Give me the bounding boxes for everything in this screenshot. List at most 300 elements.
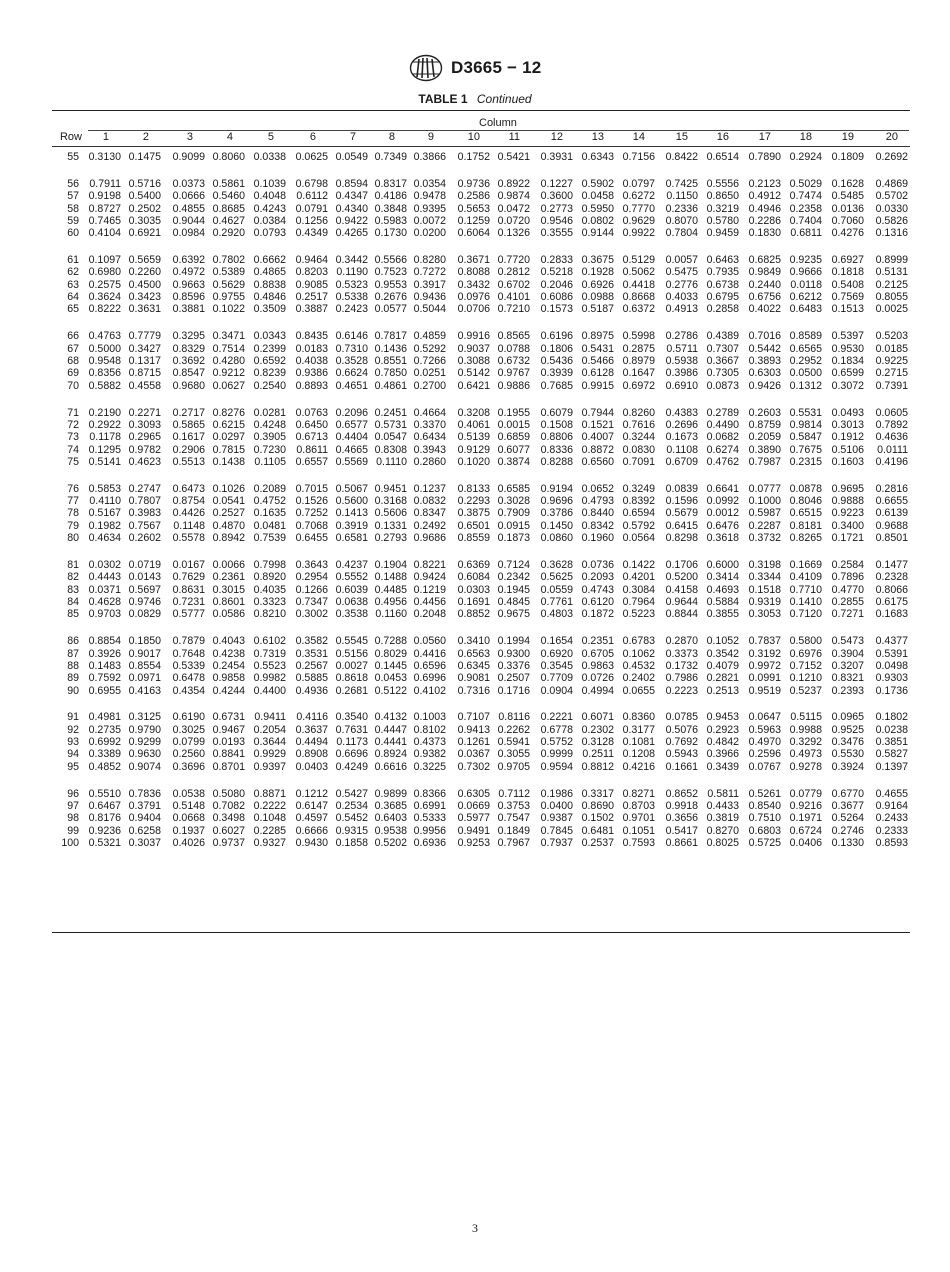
table-cell: 0.3037 (128, 836, 161, 849)
table-cell: 0.2567 (295, 659, 328, 672)
table-cell: 0.4416 (413, 647, 446, 660)
table-cell: 0.2715 (875, 367, 908, 380)
row-number: 86 (67, 635, 79, 648)
table-cell: 0.8046 (789, 495, 822, 508)
table-cell: 0.3002 (295, 608, 328, 621)
table-cell: 0.8565 (497, 330, 530, 343)
table-cell: 0.0991 (748, 672, 781, 685)
table-cell: 0.1683 (875, 608, 908, 621)
table-cell: 0.8203 (295, 266, 328, 279)
table-cell: 0.6027 (212, 824, 245, 837)
table-cell: 0.2260 (128, 266, 161, 279)
table-cell: 0.5780 (706, 214, 739, 227)
row-group (0, 254, 950, 316)
table-cell: 0.9999 (540, 748, 573, 761)
row-number: 57 (67, 190, 79, 203)
table-cell: 0.7156 (622, 151, 655, 163)
table-cell: 0.1210 (789, 672, 822, 685)
table-cell: 0.6483 (789, 303, 822, 316)
table-cell: 0.8685 (212, 202, 245, 215)
column-header: 15 (675, 131, 688, 143)
table-row (0, 724, 950, 736)
table-row (0, 203, 950, 215)
table-cell: 0.3498 (212, 812, 245, 825)
table-row (0, 483, 950, 495)
table-cell: 0.7271 (831, 608, 864, 621)
table-cell: 0.3624 (88, 291, 121, 304)
table-cell: 0.7347 (295, 595, 328, 608)
table-cell: 0.9686 (413, 532, 446, 545)
table-cell: 0.8594 (335, 177, 368, 190)
table-cell: 0.6467 (88, 799, 121, 812)
table-cell: 0.4494 (295, 736, 328, 749)
table-cell: 0.8392 (622, 495, 655, 508)
table-cell: 0.1397 (875, 760, 908, 773)
table-cell: 0.7987 (748, 455, 781, 468)
table-cell: 0.8920 (253, 571, 286, 584)
table-cell: 0.7231 (172, 595, 205, 608)
table-cell: 0.8611 (296, 443, 328, 456)
table-cell: 0.4770 (831, 583, 864, 596)
table-cell: 0.7692 (665, 736, 698, 749)
table-cell: 0.2333 (875, 824, 908, 837)
table-cell: 0.5943 (665, 748, 698, 761)
table-cell: 0.3692 (172, 354, 205, 367)
table-cell: 0.2816 (875, 482, 908, 495)
table-cell: 0.3125 (128, 711, 161, 724)
table-cell: 0.8551 (374, 354, 407, 367)
table-cell: 0.3875 (457, 507, 490, 520)
table-cell: 0.3476 (831, 736, 864, 749)
table-cell: 0.6972 (622, 379, 655, 392)
table-cell: 0.4743 (581, 583, 614, 596)
table-row (0, 571, 950, 583)
table-cell: 0.0647 (748, 711, 781, 724)
table-cell: 0.1026 (212, 482, 245, 495)
table-row (0, 635, 950, 647)
row-number: 89 (67, 672, 79, 685)
table-cell: 0.1317 (128, 354, 161, 367)
table-cell: 0.9404 (128, 812, 161, 825)
table-cell: 0.9235 (789, 254, 822, 267)
table-cell: 0.9074 (128, 760, 161, 773)
table-cell: 0.0500 (789, 367, 822, 380)
table-cell: 0.8999 (875, 254, 908, 267)
table-cell: 0.4102 (413, 684, 446, 697)
table-cell: 0.0976 (457, 291, 490, 304)
table-cell: 0.5731 (374, 418, 407, 431)
table-cell: 0.5941 (497, 736, 530, 749)
table-cell: 0.7152 (789, 659, 822, 672)
table-cell: 0.5777 (172, 608, 205, 621)
table-cell: 0.2342 (497, 571, 530, 584)
table-cell: 0.8066 (875, 583, 908, 596)
table-cell: 0.1647 (622, 367, 655, 380)
table-row (0, 685, 950, 697)
table-cell: 0.2924 (789, 151, 822, 163)
table-cell: 0.8221 (413, 558, 446, 571)
table-cell: 0.8618 (335, 672, 368, 685)
table-cell: 0.4033 (665, 291, 698, 304)
table-cell: 0.9675 (497, 608, 530, 621)
table-cell: 0.0873 (706, 379, 739, 392)
table-cell: 0.9680 (172, 379, 205, 392)
table-cell: 0.7307 (706, 342, 739, 355)
table-row (0, 711, 950, 723)
table-cell: 0.7648 (172, 647, 205, 660)
table-cell: 0.9223 (831, 507, 864, 520)
table-cell: 0.8025 (706, 836, 739, 849)
table-cell: 0.8366 (413, 787, 446, 800)
table-cell: 0.8210 (253, 608, 286, 621)
table-cell: 0.1000 (748, 495, 781, 508)
table-cell: 0.6732 (497, 354, 530, 367)
table-cell: 0.5156 (335, 647, 368, 660)
table-cell: 0.0338 (253, 151, 286, 163)
table-cell: 0.2789 (706, 406, 739, 419)
table-cell: 0.8271 (622, 787, 655, 800)
table-cell: 0.8102 (413, 723, 446, 736)
table-cell: 0.9790 (128, 723, 161, 736)
table-cell: 0.6778 (540, 723, 573, 736)
table-cell: 0.6910 (665, 379, 698, 392)
table-cell: 0.6434 (413, 431, 446, 444)
table-cell: 0.4265 (335, 227, 368, 240)
table-cell: 0.4636 (875, 431, 908, 444)
table-cell: 0.3028 (497, 495, 530, 508)
table-cell: 0.8924 (374, 748, 407, 761)
table-cell: 0.2223 (665, 684, 698, 697)
table-cell: 0.1526 (295, 495, 328, 508)
table-cell: 0.1330 (831, 836, 864, 849)
table-cell: 0.4665 (335, 443, 368, 456)
table-cell: 0.9194 (540, 482, 573, 495)
column-header: 13 (591, 131, 604, 143)
table-cell: 0.5323 (335, 278, 368, 291)
table-row (0, 672, 950, 684)
row-number: 65 (67, 303, 79, 316)
table-cell: 0.2440 (748, 278, 781, 291)
table-cell: 0.8589 (789, 330, 822, 343)
table-cell: 0.7252 (295, 507, 328, 520)
table-cell: 0.5000 (88, 342, 121, 355)
table-cell: 0.3600 (540, 190, 573, 203)
table-cell: 0.6258 (128, 824, 161, 837)
table-cell: 0.0027 (335, 659, 368, 672)
table-cell: 0.4377 (875, 635, 908, 648)
table-cell: 0.8908 (295, 748, 328, 761)
table-cell: 0.4852 (88, 760, 121, 773)
row-group (0, 151, 950, 163)
table-cell: 0.8554 (128, 659, 161, 672)
column-header: 19 (841, 131, 854, 143)
table-cell: 0.8854 (88, 635, 121, 648)
table-cell: 0.3410 (457, 635, 490, 648)
row-number: 92 (67, 723, 79, 736)
table-cell: 0.3249 (622, 482, 655, 495)
table-cell: 0.2451 (374, 406, 407, 419)
row-number: 88 (67, 659, 79, 672)
table-cell: 0.0111 (877, 443, 908, 456)
table-cell: 0.9327 (253, 836, 286, 849)
table-cell: 0.3198 (748, 558, 781, 571)
table-cell: 0.9216 (789, 799, 822, 812)
table-cell: 0.4532 (622, 659, 655, 672)
table-cell: 0.4869 (875, 177, 908, 190)
table-cell: 0.1706 (665, 558, 698, 571)
table-cell: 0.9144 (581, 227, 614, 240)
table-cell: 0.1150 (666, 190, 698, 203)
table-cell: 0.1912 (831, 431, 864, 444)
table-cell: 0.6481 (581, 824, 614, 837)
table-cell: 0.5629 (212, 278, 245, 291)
table-cell: 0.9663 (172, 278, 205, 291)
table-cell: 0.4627 (212, 214, 245, 227)
table-cell: 0.2596 (748, 748, 781, 761)
table-cell: 0.1573 (540, 303, 573, 316)
table-cell: 0.0788 (497, 342, 530, 355)
table-cell: 0.8975 (581, 330, 614, 343)
table-cell: 0.2855 (831, 595, 864, 608)
table-cell: 0.4956 (374, 595, 407, 608)
table-cell: 0.1110 (376, 455, 407, 468)
table-cell: 0.0577 (374, 303, 407, 316)
row-number: 90 (67, 684, 79, 697)
table-cell: 0.2527 (212, 507, 245, 520)
table-cell: 0.7911 (89, 177, 121, 190)
table-cell: 0.2351 (581, 635, 614, 648)
row-number: 91 (67, 711, 79, 724)
table-cell: 0.9467 (212, 723, 245, 736)
table-cell: 0.1488 (374, 571, 407, 584)
table-cell: 0.3528 (335, 354, 368, 367)
table-cell: 0.9814 (789, 418, 822, 431)
table-cell: 0.1331 (374, 519, 407, 532)
table-cell: 0.1020 (457, 455, 490, 468)
table-cell: 0.5417 (665, 824, 698, 837)
table-cell: 0.0185 (875, 342, 908, 355)
table-cell: 0.7998 (253, 558, 286, 571)
table-cell: 0.4038 (295, 354, 328, 367)
table-cell: 0.5148 (172, 799, 205, 812)
row-group (0, 788, 950, 850)
row-number: 81 (67, 558, 79, 571)
table-cell: 0.2096 (335, 406, 368, 419)
table-cell: 0.5545 (335, 635, 368, 648)
table-cell: 0.2692 (875, 151, 908, 163)
table-cell: 0.0988 (581, 291, 614, 304)
table-cell: 0.4861 (374, 379, 407, 392)
table-cell: 0.5187 (581, 303, 614, 316)
table-cell: 0.6139 (875, 507, 908, 520)
table-cell: 0.1802 (875, 711, 908, 724)
table-cell: 0.9225 (875, 354, 908, 367)
table-cell: 0.0802 (581, 214, 614, 227)
table-caption (0, 92, 950, 106)
table-cell: 0.5452 (335, 812, 368, 825)
table-cell: 0.0829 (128, 608, 161, 621)
table-cell: 0.3890 (748, 443, 781, 456)
table-cell: 0.3376 (497, 659, 530, 672)
table-cell: 0.8260 (622, 406, 655, 419)
table-cell: 0.7288 (374, 635, 407, 648)
table-cell: 0.8652 (665, 787, 698, 800)
table-cell: 0.4418 (622, 278, 655, 291)
table-cell: 0.3696 (172, 760, 205, 773)
table-cell: 0.9553 (374, 278, 407, 291)
table-cell: 0.1160 (375, 608, 407, 621)
table-cell: 0.1475 (128, 151, 161, 163)
table-cell: 0.6713 (295, 431, 328, 444)
table-cell: 0.8871 (253, 787, 286, 800)
table-cell: 0.7761 (540, 595, 573, 608)
table-cell: 0.1971 (789, 812, 822, 825)
table-cell: 0.4623 (128, 455, 161, 468)
table-cell: 0.1945 (497, 583, 530, 596)
table-cell: 0.6592 (253, 354, 286, 367)
table-cell: 0.4500 (128, 278, 161, 291)
table-cell: 0.1178 (89, 431, 121, 444)
table-cell: 0.4490 (706, 418, 739, 431)
table-cell: 0.9863 (581, 659, 614, 672)
table-cell: 0.6146 (335, 330, 368, 343)
table-cell: 0.6709 (665, 455, 698, 468)
table-cell: 0.7310 (335, 342, 368, 355)
table-cell: 0.1436 (374, 342, 407, 355)
table-cell: 0.4104 (88, 227, 121, 240)
table-cell: 0.5566 (374, 254, 407, 267)
table-cell: 0.7082 (212, 799, 245, 812)
table-cell: 0.5827 (875, 748, 908, 761)
table-cell: 0.1849 (497, 824, 530, 837)
table-row (0, 227, 950, 239)
table-cell: 0.9491 (457, 824, 490, 837)
table-cell: 0.2358 (789, 202, 822, 215)
table-cell: 0.3370 (413, 418, 446, 431)
table-cell: 0.9303 (875, 672, 908, 685)
table-cell: 0.5427 (335, 787, 368, 800)
table-cell: 0.1039 (253, 177, 286, 190)
table-cell: 0.6920 (540, 647, 573, 660)
table-cell: 0.4237 (335, 558, 368, 571)
table-cell: 0.7272 (413, 266, 446, 279)
table-cell: 0.3732 (748, 532, 781, 545)
table-cell: 0.9916 (457, 330, 490, 343)
table-cell: 0.8070 (665, 214, 698, 227)
table-cell: 0.7616 (622, 418, 655, 431)
table-cell: 0.0830 (622, 443, 655, 456)
table-cell: 0.7836 (128, 787, 161, 800)
table-cell: 0.4859 (413, 330, 446, 343)
row-number: 98 (67, 812, 79, 825)
table-cell: 0.1105 (254, 455, 286, 468)
table-cell: 0.9874 (497, 190, 530, 203)
table-cell: 0.3344 (748, 571, 781, 584)
table-cell: 0.9695 (831, 482, 864, 495)
table-cell: 0.6147 (295, 799, 328, 812)
table-cell: 0.9037 (457, 342, 490, 355)
table-cell: 0.0330 (875, 202, 908, 215)
table-cell: 0.4238 (212, 647, 245, 660)
table-cell: 0.7015 (295, 482, 328, 495)
table-cell: 0.4441 (374, 736, 407, 749)
table-cell: 0.2696 (665, 418, 698, 431)
table-cell: 0.4109 (789, 571, 822, 584)
table-cell: 0.1052 (706, 635, 739, 648)
table-cell: 0.8276 (212, 406, 245, 419)
table-cell: 0.4110 (89, 495, 121, 508)
table-cell: 0.3893 (748, 354, 781, 367)
table-cell: 0.3644 (253, 736, 286, 749)
table-cell: 0.9519 (748, 684, 781, 697)
table-cell: 0.8942 (212, 532, 245, 545)
table-cell: 0.8329 (172, 342, 205, 355)
table-cell: 0.9956 (413, 824, 446, 837)
table-row (0, 444, 950, 456)
table-cell: 0.9696 (540, 495, 573, 508)
row-group (0, 559, 950, 621)
row-number: 95 (67, 760, 79, 773)
table-cell: 0.0458 (581, 190, 614, 203)
table-row (0, 648, 950, 660)
table-cell: 0.0406 (789, 836, 822, 849)
table-cell: 0.2190 (88, 406, 121, 419)
table-cell: 0.9315 (335, 824, 368, 837)
table-cell: 0.5029 (789, 177, 822, 190)
table-cell: 0.3986 (665, 367, 698, 380)
table-cell: 0.0371 (88, 583, 121, 596)
table-row (0, 303, 950, 315)
table-cell: 0.8754 (172, 495, 205, 508)
table-cell: 0.9929 (253, 748, 286, 761)
table-cell: 0.4628 (88, 595, 121, 608)
table-cell: 0.3219 (706, 202, 739, 215)
table-cell: 0.6594 (622, 507, 655, 520)
table-cell: 0.0281 (253, 406, 286, 419)
table-cell: 0.9767 (497, 367, 530, 380)
table-cell: 0.3130 (88, 151, 121, 163)
table-cell: 0.1818 (831, 266, 864, 279)
table-cell: 0.2965 (128, 431, 161, 444)
table-cell: 0.3423 (128, 291, 161, 304)
table-cell: 0.5882 (88, 379, 121, 392)
table-cell: 0.2271 (128, 406, 161, 419)
table-cell: 0.5752 (540, 736, 573, 749)
table-cell: 0.8116 (498, 711, 530, 724)
table-cell: 0.2534 (335, 799, 368, 812)
table-row (0, 495, 950, 507)
table-cell: 0.1219 (413, 583, 446, 596)
table-cell: 0.8222 (88, 303, 121, 316)
table-cell: 0.5697 (128, 583, 161, 596)
table-cell: 0.0736 (581, 558, 614, 571)
column-header: 12 (550, 131, 563, 143)
table-cell: 0.6926 (581, 278, 614, 291)
table-cell: 0.7815 (212, 443, 245, 456)
table-cell: 0.0586 (212, 608, 245, 621)
table-cell: 0.0785 (665, 711, 698, 724)
table-cell: 0.6345 (457, 659, 490, 672)
column-header: 6 (309, 131, 316, 143)
table-cell: 0.7404 (789, 214, 822, 227)
table-cell: 0.0720 (497, 214, 530, 227)
table-cell: 0.8701 (212, 760, 245, 773)
table-cell: 0.4558 (128, 379, 161, 392)
table-cell: 0.4426 (172, 507, 205, 520)
table-cell: 0.1596 (665, 495, 698, 508)
table-cell: 0.5606 (374, 507, 407, 520)
table-cell: 0.3442 (335, 254, 368, 267)
